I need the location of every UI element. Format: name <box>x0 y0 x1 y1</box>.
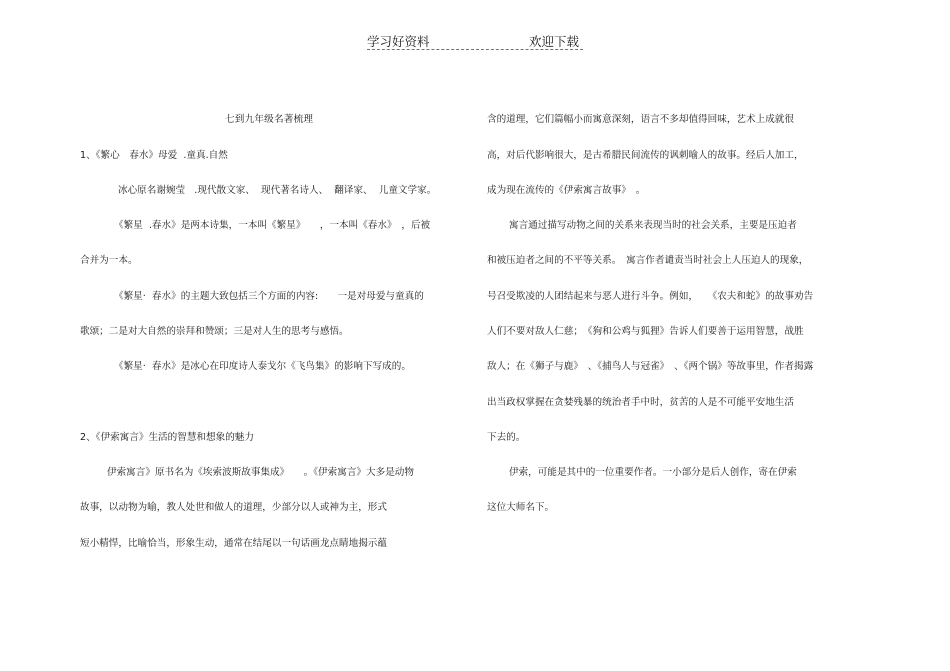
header-right-text: 欢迎下载 <box>529 34 580 49</box>
right-column-line: 和被压迫者之间的不平等关系。 寓言作者谴责当时社会上人压迫人的现象， <box>487 255 809 266</box>
section-1-paragraph-2-line-2: 合并为一本。 <box>80 255 138 266</box>
right-column-line: 成为现在流传的《伊索寓言故事》 。 <box>487 185 646 196</box>
right-column-line: 这位大师名下。 <box>487 502 555 513</box>
section-1-paragraph-3-line-1: 《繁星· 春水》的主题大致包括三个方面的内容: 一是对母爱与童真的 <box>114 291 424 302</box>
right-column-line: 号召受欺凌的人团结起来与恶人进行斗争。例如， 《农夫和蛇》的故事劝告 <box>487 291 814 302</box>
section-1-paragraph-2-line-1: 《繁星 .春水》是两本诗集，一本叫《繁星》 ，一本叫《春水》 ，后被 <box>114 220 431 231</box>
right-column-line: 伊索，可能是其中的一位重要作者。一小部分是后人创作，寄在伊索 <box>509 467 797 478</box>
right-column-line: 出当政权掌握在贪婪残暴的统治者手中时，贫苦的人是不可能平安地生活 <box>487 397 794 408</box>
right-column-line: 下去的。 <box>487 432 526 443</box>
section-2-paragraph-line-3: 短小精悍，比喻恰当，形象生动，通常在结尾以一句话画龙点睛地揭示蕴 <box>80 538 387 549</box>
section-1-heading: 1、《繁心 春水》母爱 .童真.自然 <box>80 150 228 161</box>
document-title: 七到九年级名著梳理 <box>225 114 314 125</box>
section-2-paragraph-line-1: 伊索寓言》原书名为《埃索波斯故事集成》 。《伊索寓言》大多是动物 <box>107 467 414 478</box>
section-1-paragraph-3-line-2: 歌颂；二是对大自然的崇拜和赞颂；三是对人生的思考与感悟。 <box>80 326 349 337</box>
right-column-line: 高，对后代影响很大，是古希腊民间流传的讽刺喻人的故事。经后人加工， <box>487 150 804 161</box>
section-1-paragraph-4: 《繁星· 春水》是冰心在印度诗人泰戈尔《飞鸟集》的影响下写成的。 <box>114 361 411 372</box>
section-2-heading: 2、《伊索寓言》生活的智慧和想象的魅力 <box>80 432 254 443</box>
section-1-paragraph-1: 冰心原名谢婉莹 .现代散文家、 现代著名诗人、 翻译家、 儿童文学家。 <box>118 185 437 196</box>
page-header <box>367 35 583 51</box>
right-column-line: 人们不要对敌人仁慈； 《狗和公鸡与狐狸》告诉人们要善于运用智慧，战胜 <box>487 326 804 337</box>
right-column-line: 寓言通过描写动物之间的关系来表现当时的社会关系，主要是压迫者 <box>509 220 797 231</box>
right-column-line: 含的道理，它们篇幅小而寓意深刻，语言不多却值得回味，艺术上成就很 <box>487 114 794 125</box>
header-left-text: 学习好资料 <box>367 34 430 49</box>
right-column-line: 敌人；在《狮子与鹿》 、《捕鸟人与冠雀》 、《两个锅》等故事里，作者揭露 <box>487 361 814 372</box>
section-2-paragraph-line-2: 故事，以动物为喻，教人处世和做人的道理，少部分以人或神为主，形式 <box>80 502 387 513</box>
header-underline <box>367 49 583 50</box>
